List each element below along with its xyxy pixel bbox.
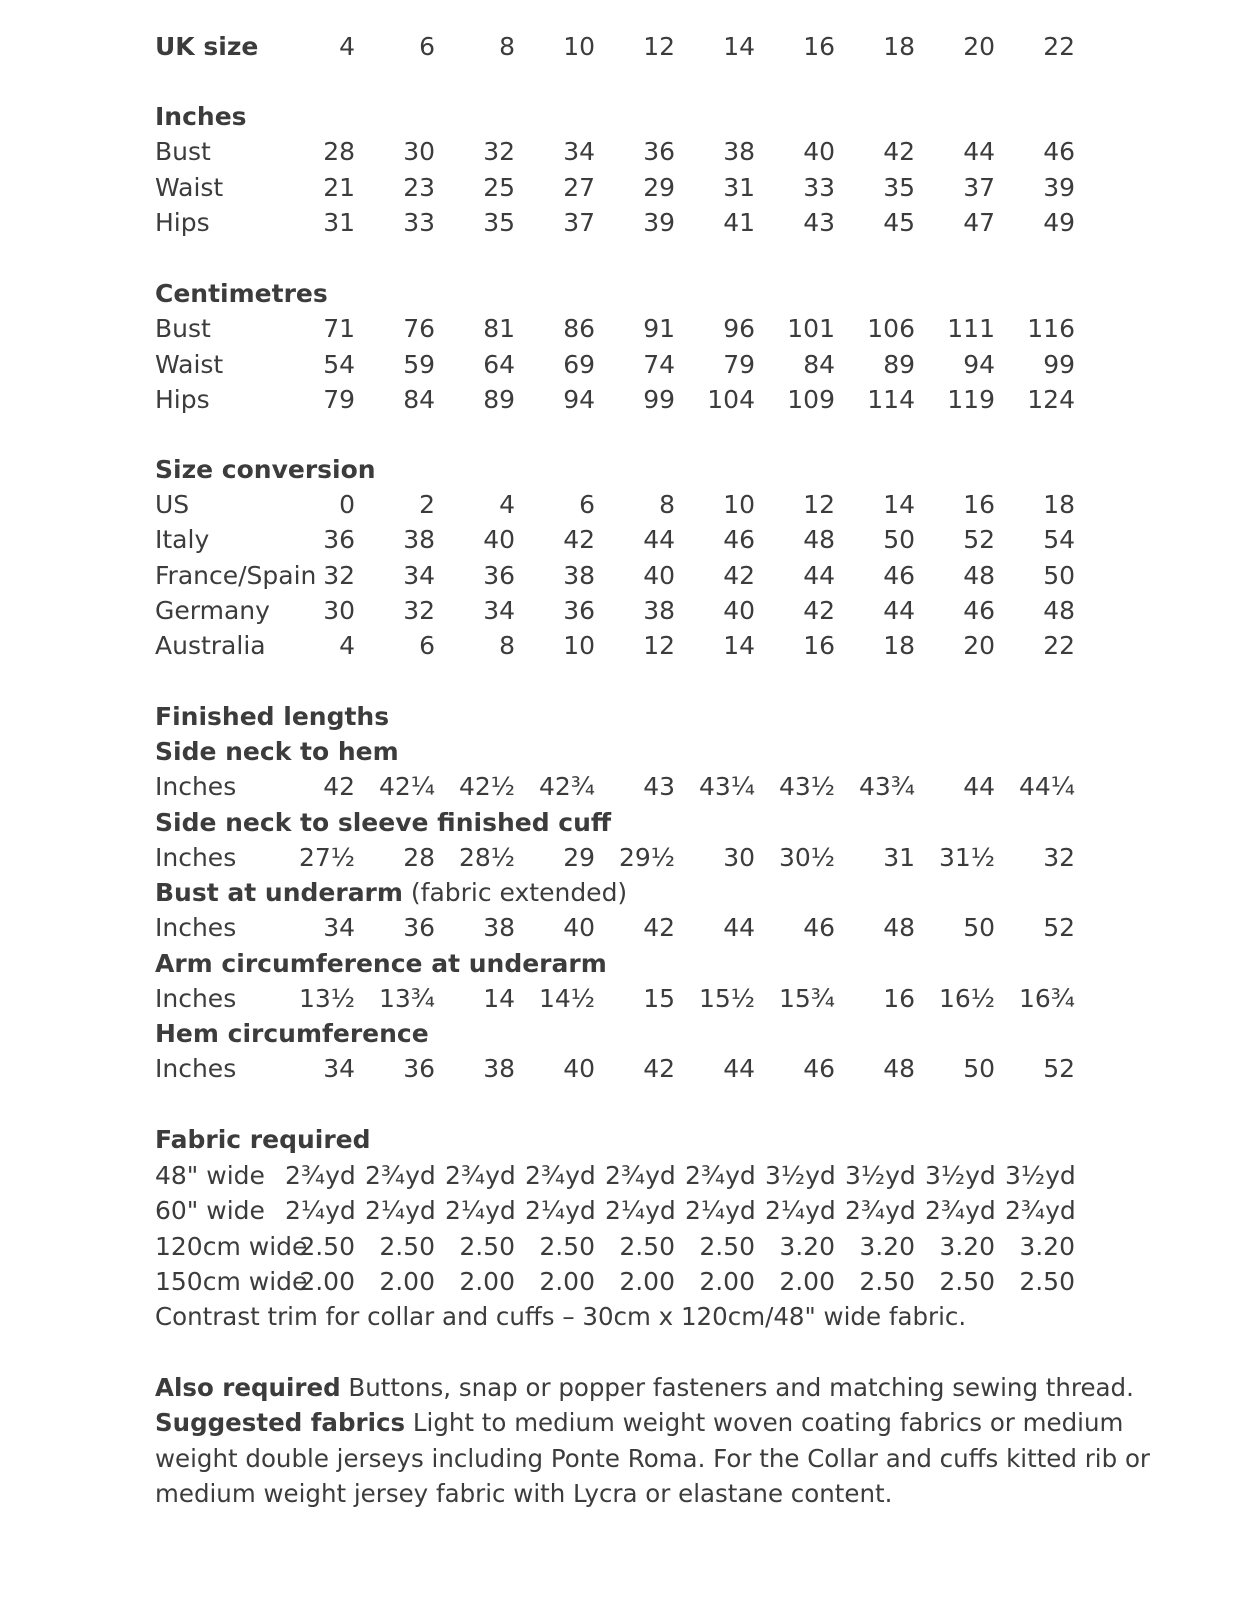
- row-label: Inches: [155, 983, 237, 1013]
- size-value: 15¾: [778, 983, 835, 1013]
- size-value: 20: [963, 32, 995, 61]
- row-label: Bust: [155, 137, 211, 166]
- measurement-name: Hem circumference: [155, 1019, 429, 1048]
- size-value: 4: [339, 32, 355, 61]
- size-value: 74: [643, 349, 675, 379]
- size-value: 2.00: [699, 1266, 755, 1296]
- size-value: 3½yd: [925, 1161, 996, 1190]
- size-value: 36: [563, 595, 595, 625]
- row-label: France/Spain: [155, 560, 317, 590]
- size-value: 12: [643, 32, 675, 61]
- size-value: 37: [563, 208, 595, 237]
- conversion-row: [155, 558, 1155, 594]
- conversion-row: [155, 487, 1155, 523]
- size-value: 0: [339, 490, 355, 519]
- measurement-row: [155, 840, 1155, 876]
- measurement-row: [155, 1051, 1155, 1087]
- size-value: 31½: [938, 842, 995, 872]
- size-value: 2.50: [859, 1266, 915, 1296]
- size-value: 109: [787, 385, 835, 414]
- size-value: 16½: [938, 983, 995, 1013]
- size-value: 29: [643, 172, 675, 202]
- size-value: 15½: [698, 983, 755, 1013]
- size-value: 2¾yd: [285, 1161, 356, 1190]
- size-value: 34: [323, 913, 355, 943]
- size-value: 42¼: [378, 772, 435, 802]
- size-value: 50: [1043, 560, 1075, 590]
- size-value: 31: [723, 172, 755, 202]
- measurement-heading: [155, 875, 1155, 911]
- cm-row-hips: [155, 382, 1155, 418]
- size-value: 42: [883, 137, 915, 166]
- size-value: 43¼: [698, 772, 755, 802]
- size-value: 30: [723, 842, 755, 872]
- row-label: Bust: [155, 314, 211, 343]
- measurement-heading: [155, 734, 1155, 770]
- measurement-name: Bust at underarm: [155, 878, 403, 907]
- size-value: 2¼yd: [765, 1196, 836, 1226]
- size-value: 32: [323, 560, 355, 590]
- size-value: 50: [883, 525, 915, 555]
- size-value: 119: [947, 385, 995, 414]
- size-value: 38: [483, 913, 515, 943]
- size-value: 2.50: [379, 1231, 435, 1261]
- measurement-name: Arm circumference at underarm: [155, 948, 607, 978]
- size-value: 36: [403, 913, 435, 943]
- measurement-heading: [155, 1016, 1155, 1052]
- size-conversion-title: [155, 452, 1155, 488]
- size-value: 116: [1027, 314, 1075, 343]
- size-value: 27½: [298, 842, 355, 872]
- size-value: 40: [803, 137, 835, 166]
- size-value: 46: [1043, 137, 1075, 166]
- size-value: 14: [883, 490, 915, 519]
- row-label: Inches: [155, 842, 237, 872]
- size-value: 2¾yd: [525, 1161, 596, 1190]
- uk-size-header-row: [155, 29, 1155, 65]
- size-value: 59: [403, 349, 435, 379]
- size-value: 30: [403, 137, 435, 166]
- size-value: 6: [579, 490, 595, 519]
- size-value: 16: [803, 32, 835, 61]
- size-value: 29½: [618, 842, 675, 872]
- measurement-name: Side neck to sleeve finished cuff: [155, 807, 612, 837]
- size-value: 2¾yd: [845, 1196, 916, 1226]
- size-value: 40: [563, 913, 595, 943]
- inches-row-hips: [155, 205, 1155, 241]
- measurement-note: (fabric extended): [410, 878, 628, 907]
- size-value: 32: [483, 137, 515, 166]
- size-value: 2.00: [779, 1266, 835, 1296]
- row-label: US: [155, 490, 190, 519]
- size-value: 30½: [778, 842, 835, 872]
- size-value: 3.20: [859, 1231, 915, 1261]
- size-value: 40: [483, 525, 515, 555]
- size-value: 18: [883, 32, 915, 61]
- size-value: 33: [403, 208, 435, 237]
- size-value: 64: [483, 349, 515, 379]
- size-value: 2.00: [459, 1266, 515, 1296]
- size-value: 99: [1043, 349, 1075, 379]
- size-value: 42: [643, 913, 675, 943]
- size-value: 44: [963, 137, 995, 166]
- size-value: 31: [883, 842, 915, 872]
- size-value: 42½: [458, 772, 515, 802]
- row-label: Hips: [155, 385, 210, 414]
- row-label: 150cm wide: [155, 1266, 308, 1296]
- size-value: 3½yd: [845, 1161, 916, 1190]
- size-value: 46: [803, 1054, 835, 1084]
- size-value: 16: [963, 490, 995, 519]
- size-value: 42¾: [538, 772, 595, 802]
- size-value: 21: [323, 172, 355, 202]
- size-value: 41: [723, 208, 755, 237]
- size-value: 44: [883, 595, 915, 625]
- row-label: 48" wide: [155, 1161, 265, 1190]
- size-value: 2¼yd: [525, 1196, 596, 1226]
- row-label: Italy: [155, 525, 210, 555]
- size-value: 76: [403, 314, 435, 343]
- size-value: 44¼: [1018, 772, 1075, 802]
- size-value: 2.00: [299, 1266, 355, 1296]
- measurement-heading: [155, 805, 1155, 841]
- size-value: 2.50: [1019, 1266, 1075, 1296]
- cm-row-bust: [155, 311, 1155, 347]
- size-value: 38: [563, 560, 595, 590]
- size-value: 48: [883, 1054, 915, 1084]
- row-label: 60" wide: [155, 1196, 265, 1226]
- size-value: 34: [323, 1054, 355, 1084]
- size-value: 45: [883, 208, 915, 237]
- row-label: Waist: [155, 172, 224, 202]
- size-value: 42: [643, 1054, 675, 1084]
- size-value: 104: [707, 385, 755, 414]
- size-value: 27: [563, 172, 595, 202]
- size-value: 38: [643, 595, 675, 625]
- size-value: 52: [1043, 1054, 1075, 1084]
- also-required-label: Also required: [155, 1373, 341, 1402]
- size-value: 13¾: [378, 983, 435, 1013]
- size-value: 52: [963, 525, 995, 555]
- size-value: 42: [803, 595, 835, 625]
- size-value: 50: [963, 1054, 995, 1084]
- fabric-row: [155, 1193, 1155, 1229]
- size-value: 3½yd: [1005, 1161, 1076, 1190]
- size-value: 37: [963, 172, 995, 202]
- size-value: 31: [323, 208, 355, 237]
- size-value: 89: [483, 385, 515, 414]
- size-value: 43: [643, 772, 675, 802]
- size-value: 44: [803, 560, 835, 590]
- size-value: 84: [403, 385, 435, 414]
- row-label: Inches: [155, 772, 237, 802]
- size-value: 36: [403, 1054, 435, 1084]
- size-value: 101: [787, 314, 835, 343]
- size-value: 69: [563, 349, 595, 379]
- size-value: 28½: [458, 842, 515, 872]
- size-value: 2¾yd: [365, 1161, 436, 1190]
- fabric-row: [155, 1158, 1155, 1194]
- size-value: 2.50: [939, 1266, 995, 1296]
- size-value: 20: [963, 631, 995, 661]
- size-value: 2.00: [619, 1266, 675, 1296]
- size-value: 16: [803, 631, 835, 661]
- size-value: 2¼yd: [365, 1196, 436, 1226]
- also-required-paragraph: [155, 1370, 1155, 1406]
- size-value: 43½: [778, 772, 835, 802]
- row-label: Australia: [155, 631, 266, 661]
- size-value: 44: [643, 525, 675, 555]
- size-value: 81: [483, 314, 515, 343]
- measurement-heading-text: [155, 946, 607, 982]
- size-value: 23: [403, 172, 435, 202]
- size-value: 42: [323, 772, 355, 802]
- inches-section-title-text: Inches: [155, 102, 247, 131]
- size-value: 46: [883, 560, 915, 590]
- size-value: 32: [403, 595, 435, 625]
- measurement-heading: [155, 946, 1155, 982]
- fabric-required-title-text: Fabric required: [155, 1125, 371, 1154]
- size-value: 28: [403, 842, 435, 872]
- size-value: 2¼yd: [685, 1196, 756, 1226]
- row-label: UK size: [155, 32, 259, 61]
- size-value: 18: [1043, 490, 1075, 519]
- size-value: 47: [963, 208, 995, 237]
- size-value: 10: [723, 490, 755, 519]
- conversion-row: [155, 628, 1155, 664]
- size-value: 3.20: [779, 1231, 835, 1261]
- suggested-fabrics-text: Light to medium weight woven coating fabrics or medium weight double jerseys including Ponte Roma. For the Collar and cuffs kitted rib or medium weight jersey fabric with Lycra or elastane content.: [155, 1408, 1151, 1508]
- size-value: 6: [419, 631, 435, 661]
- size-value: 84: [803, 349, 835, 379]
- size-value: 43: [803, 208, 835, 237]
- size-value: 34: [563, 137, 595, 166]
- size-value: 2¾yd: [605, 1161, 676, 1190]
- size-value: 91: [643, 314, 675, 343]
- contrast-trim-note: Contrast trim for collar and cuffs – 30cm x 120cm/48" wide fabric.: [155, 1302, 967, 1331]
- size-value: 2¼yd: [445, 1196, 516, 1226]
- size-value: 99: [643, 385, 675, 414]
- size-value: 28: [323, 137, 355, 166]
- size-value: 2.50: [459, 1231, 515, 1261]
- size-value: 2.00: [539, 1266, 595, 1296]
- size-value: 44: [963, 772, 995, 802]
- size-value: 48: [963, 560, 995, 590]
- size-value: 2.50: [299, 1231, 355, 1261]
- size-value: 54: [1043, 525, 1075, 555]
- row-label: Hips: [155, 208, 210, 237]
- size-value: 10: [563, 631, 595, 661]
- size-value: 86: [563, 314, 595, 343]
- size-value: 12: [643, 631, 675, 661]
- size-value: 114: [867, 385, 915, 414]
- size-value: 48: [883, 913, 915, 943]
- size-value: 22: [1043, 631, 1075, 661]
- size-value: 14: [723, 32, 755, 61]
- row-label: Inches: [155, 913, 237, 943]
- size-value: 34: [403, 560, 435, 590]
- size-value: 89: [883, 349, 915, 379]
- size-value: 2¾yd: [925, 1196, 996, 1226]
- size-value: 14: [723, 631, 755, 661]
- size-value: 44: [723, 1054, 755, 1084]
- size-value: 2¾yd: [445, 1161, 516, 1190]
- size-value: 15: [643, 983, 675, 1013]
- size-value: 34: [483, 595, 515, 625]
- size-value: 16: [883, 983, 915, 1013]
- size-value: 40: [723, 595, 755, 625]
- size-value: 22: [1043, 32, 1075, 61]
- size-value: 8: [659, 490, 675, 519]
- suggested-fabrics-label: Suggested fabrics: [155, 1408, 406, 1437]
- size-value: 40: [643, 560, 675, 590]
- measurement-row: [155, 981, 1155, 1017]
- size-value: 40: [563, 1054, 595, 1084]
- size-value: 44: [723, 913, 755, 943]
- size-value: 79: [723, 349, 755, 379]
- measurement-heading-text: [155, 734, 399, 770]
- size-value: 33: [803, 172, 835, 202]
- size-value: 111: [947, 314, 995, 343]
- measurement-heading-text: [155, 1016, 429, 1052]
- fabric-row: [155, 1264, 1155, 1300]
- size-value: 35: [883, 172, 915, 202]
- size-value: 42: [563, 525, 595, 555]
- size-conversion-title-text: Size conversion: [155, 455, 376, 484]
- size-value: 4: [499, 490, 515, 519]
- row-label: 120cm wide: [155, 1231, 308, 1261]
- size-value: 10: [563, 32, 595, 61]
- measurement-heading-text: [155, 875, 627, 911]
- size-value: 13½: [298, 983, 355, 1013]
- fabric-required-title: [155, 1122, 1155, 1158]
- cm-row-waist: [155, 347, 1155, 383]
- size-value: 124: [1027, 385, 1075, 414]
- size-value: 38: [403, 525, 435, 555]
- size-value: 39: [1043, 172, 1075, 202]
- size-value: 2.50: [619, 1231, 675, 1261]
- size-value: 106: [867, 314, 915, 343]
- conversion-row: [155, 593, 1155, 629]
- row-label: Inches: [155, 1054, 237, 1084]
- measurement-row: [155, 910, 1155, 946]
- size-value: 43¾: [858, 772, 915, 802]
- finished-lengths-title-text: Finished lengths: [155, 702, 390, 731]
- size-value: 14: [483, 983, 515, 1013]
- size-value: 52: [1043, 913, 1075, 943]
- size-value: 48: [803, 525, 835, 555]
- size-value: 12: [803, 490, 835, 519]
- inches-row-waist: [155, 170, 1155, 206]
- size-value: 4: [339, 631, 355, 661]
- size-value: 46: [723, 525, 755, 555]
- size-value: 42: [723, 560, 755, 590]
- row-label: Germany: [155, 595, 270, 625]
- measurement-row: [155, 769, 1155, 805]
- centimetres-section-title: [155, 276, 1155, 312]
- size-value: 35: [483, 208, 515, 237]
- size-value: 38: [483, 1054, 515, 1084]
- size-value: 2.50: [699, 1231, 755, 1261]
- size-value: 8: [499, 631, 515, 661]
- size-value: 3.20: [1019, 1231, 1075, 1261]
- measurement-heading-text: [155, 805, 611, 841]
- size-value: 2¾yd: [1005, 1196, 1076, 1226]
- size-value: 2: [419, 490, 435, 519]
- size-value: 3.20: [939, 1231, 995, 1261]
- size-value: 79: [323, 385, 355, 414]
- size-value: 38: [723, 137, 755, 166]
- measurement-name: Side neck to hem: [155, 737, 399, 766]
- size-value: 2¾yd: [685, 1161, 756, 1190]
- size-value: 2¼yd: [285, 1196, 356, 1226]
- row-label: Waist: [155, 349, 224, 379]
- inches-section-title: [155, 99, 1155, 135]
- size-value: 6: [419, 32, 435, 61]
- size-value: 36: [323, 525, 355, 555]
- size-value: 54: [323, 349, 355, 379]
- size-value: 16¾: [1018, 983, 1075, 1013]
- size-value: 94: [563, 385, 595, 414]
- size-value: 2.00: [379, 1266, 435, 1296]
- size-value: 36: [643, 137, 675, 166]
- size-value: 94: [963, 349, 995, 379]
- size-value: 49: [1043, 208, 1075, 237]
- size-value: 30: [323, 595, 355, 625]
- size-value: 8: [499, 32, 515, 61]
- fabric-row: [155, 1229, 1155, 1265]
- inches-row-bust: [155, 134, 1155, 170]
- size-value: 46: [963, 595, 995, 625]
- size-value: 29: [563, 842, 595, 872]
- size-value: 36: [483, 560, 515, 590]
- size-value: 14½: [538, 983, 595, 1013]
- size-value: 50: [963, 913, 995, 943]
- size-value: 2¼yd: [605, 1196, 676, 1226]
- finished-lengths-title: [155, 699, 1155, 735]
- size-value: 18: [883, 631, 915, 661]
- size-value: 2.50: [539, 1231, 595, 1261]
- size-value: 39: [643, 208, 675, 237]
- size-value: 71: [323, 314, 355, 343]
- size-value: 25: [483, 172, 515, 202]
- size-value: 48: [1043, 595, 1075, 625]
- suggested-fabrics-paragraph: [155, 1405, 1155, 1512]
- size-value: 3½yd: [765, 1161, 836, 1190]
- centimetres-section-title-text: Centimetres: [155, 279, 328, 308]
- size-value: 32: [1043, 842, 1075, 872]
- size-value: 96: [723, 314, 755, 343]
- size-value: 46: [803, 913, 835, 943]
- also-required-text: Buttons, snap or popper fasteners and matching sewing thread.: [348, 1373, 1134, 1402]
- conversion-row: [155, 522, 1155, 558]
